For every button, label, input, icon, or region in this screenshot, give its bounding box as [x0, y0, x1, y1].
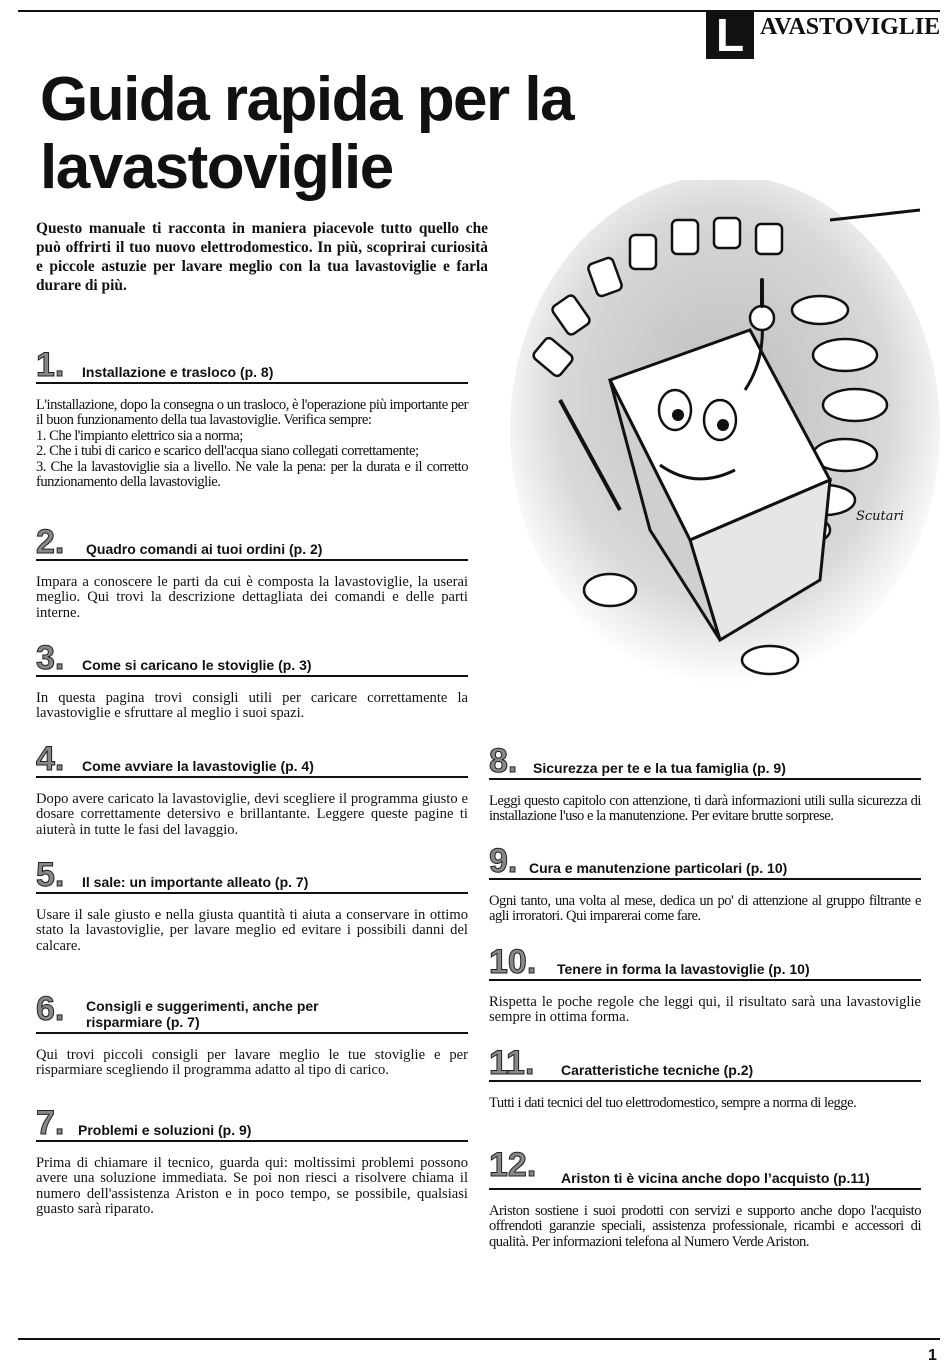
section-header: [36, 1104, 468, 1142]
section-7: [36, 1104, 468, 1218]
section-tag: AVASTOVIGLIE: [760, 14, 941, 40]
section-title: Caratteristiche tecniche (p.2): [561, 1062, 754, 1078]
section-header: [36, 740, 468, 778]
section-title: Tenere in forma la lavastoviglie (p. 10): [557, 961, 810, 977]
section-2: [36, 523, 468, 621]
section-11: [489, 1044, 921, 1111]
section-title: Come si caricano le stoviglie (p. 3): [82, 657, 312, 673]
section-number: 7.: [36, 1104, 65, 1142]
section-title: Ariston ti è vicina anche dopo l’acquisto (p.11): [561, 1170, 870, 1186]
section-number: 5.: [36, 856, 65, 894]
section-header: [489, 1146, 921, 1190]
page-number: 1: [928, 1347, 937, 1364]
section-4: [36, 740, 468, 838]
section-body: Ariston sostiene i suoi prodotti con servizi e supporto anche dopo l'acquisto offrendoti garanzie speciali, assistenza professionale, ricambi e accessori di qualità. Per informazioni telefona al Numero Verde Ariston.: [489, 1203, 921, 1250]
section-header: [489, 1044, 921, 1082]
section-number: 2.: [36, 523, 65, 561]
section-body: Ogni tanto, una volta al mese, dedica un po' di attenzione al gruppo filtrante e agli irroratori. Qui imparerai come fare.: [489, 893, 921, 925]
section-body: Leggi questo capitolo con attenzione, ti darà informazioni utili sulla sicurezza di installazione l'uso e la manutenzione. Per evitare brutte sorprese.: [489, 793, 921, 825]
section-body: Qui trovi piccoli consigli per lavare meglio le tue stoviglie e per risparmiare scegliendo il programma adatto al tipo di carico.: [36, 1047, 468, 1079]
section-body: L'installazione, dopo la consegna o un trasloco, è l'operazione più importante per il buon funzionamento della tua lavastoviglie. Verifica sempre: 1. Che l'impianto elettrico sia a norma; 2. Che i tubi di carico e scarico dell'acqua siano collegati correttamente; 3. Che la lavastoviglie sia a livello. Ne vale la pena: per la durata e il corretto funzionamento della lavastoviglie.: [36, 397, 468, 491]
section-number: 11.: [489, 1044, 535, 1082]
section-9: [489, 842, 921, 925]
page-title: Guida rapida per la lavastoviglie: [40, 65, 574, 202]
section-body: Tutti i dati tecnici del tuo elettrodomestico, sempre a norma di legge.: [489, 1095, 857, 1111]
section-letter-badge: L: [706, 11, 754, 59]
section-body: Usare il sale giusto e nella giusta quantità ti aiuta a conservare in ottimo stato la lavastoviglie, per lavare meglio ed evitare i possibili danni del calcare.: [36, 907, 468, 954]
section-title: Installazione e trasloco (p. 8): [82, 364, 274, 380]
section-title: Consigli e suggerimenti, anche per risparmiare (p. 7): [86, 998, 319, 1030]
section-number: 10.: [489, 943, 537, 981]
section-header: [36, 523, 468, 561]
section-3: [36, 639, 468, 722]
section-12: [489, 1146, 921, 1250]
section-number: 4.: [36, 740, 65, 778]
dishwasher-cartoon-illustration: [500, 180, 940, 700]
section-number: 6.: [36, 990, 65, 1028]
section-header: [489, 943, 921, 981]
section-header: [489, 742, 921, 780]
section-number: 12.: [489, 1146, 537, 1184]
section-8: [489, 742, 921, 825]
section-6: [36, 990, 468, 1079]
section-body: Rispetta le poche regole che leggi qui, il risultato sarà una lavastoviglie sempre in ottima forma.: [489, 994, 921, 1026]
section-5: [36, 856, 468, 954]
section-number: 9.: [489, 842, 518, 880]
bottom-rule: [18, 1338, 940, 1340]
section-number: 3.: [36, 639, 65, 677]
section-body: Impara a conoscere le parti da cui è composta la lavastoviglie, la userai meglio. Qui trovi la descrizione dettagliata dei comandi e delle parti interne.: [36, 574, 468, 621]
section-header: [36, 990, 468, 1034]
illustration-signature: Scutari: [856, 509, 904, 524]
intro-paragraph: Questo manuale ti racconta in maniera piacevole tutto quello che può offrirti il tuo nuovo elettrodomestico. In più, scoprirai curiosità e piccole astuzie per lavare meglio con la tua lavastoviglie e farla durare di più.: [36, 220, 488, 294]
section-title: Come avviare la lavastoviglie (p. 4): [82, 758, 314, 774]
section-title: Quadro comandi ai tuoi ordini (p. 2): [86, 541, 323, 557]
section-title: Cura e manutenzione particolari (p. 10): [529, 860, 788, 876]
section-body: Prima di chiamare il tecnico, guarda qui: moltissimi problemi possono avere una soluzione immediata. Se poi non riesci a risolvere chiama il numero dell'assistenza Ariston e in poco tempo, se possibile, qualsiasi guasto sarà riparato.: [36, 1155, 468, 1218]
section-number: 8.: [489, 742, 518, 780]
section-number: 1.: [36, 346, 65, 384]
section-body: Dopo avere caricato la lavastoviglie, devi scegliere il programma giusto e dosare correttamente detersivo e brillantante. Leggere queste pagine ti aiuterà in tutte le fasi del lavaggio.: [36, 791, 468, 838]
section-header: [36, 856, 468, 894]
top-rule: [18, 10, 940, 12]
section-title: Problemi e soluzioni (p. 9): [78, 1122, 252, 1138]
section-body: In questa pagina trovi consigli utili per caricare correttamente la lavastoviglie e sfruttare al meglio i suoi spazi.: [36, 690, 468, 722]
section-header: [36, 346, 468, 384]
section-1: [36, 346, 468, 490]
section-10: [489, 943, 921, 1026]
section-header: [489, 842, 921, 880]
section-title: Il sale: un importante alleato (p. 7): [82, 874, 309, 890]
section-header: [36, 639, 468, 677]
section-title: Sicurezza per te e la tua famiglia (p. 9): [533, 760, 786, 776]
